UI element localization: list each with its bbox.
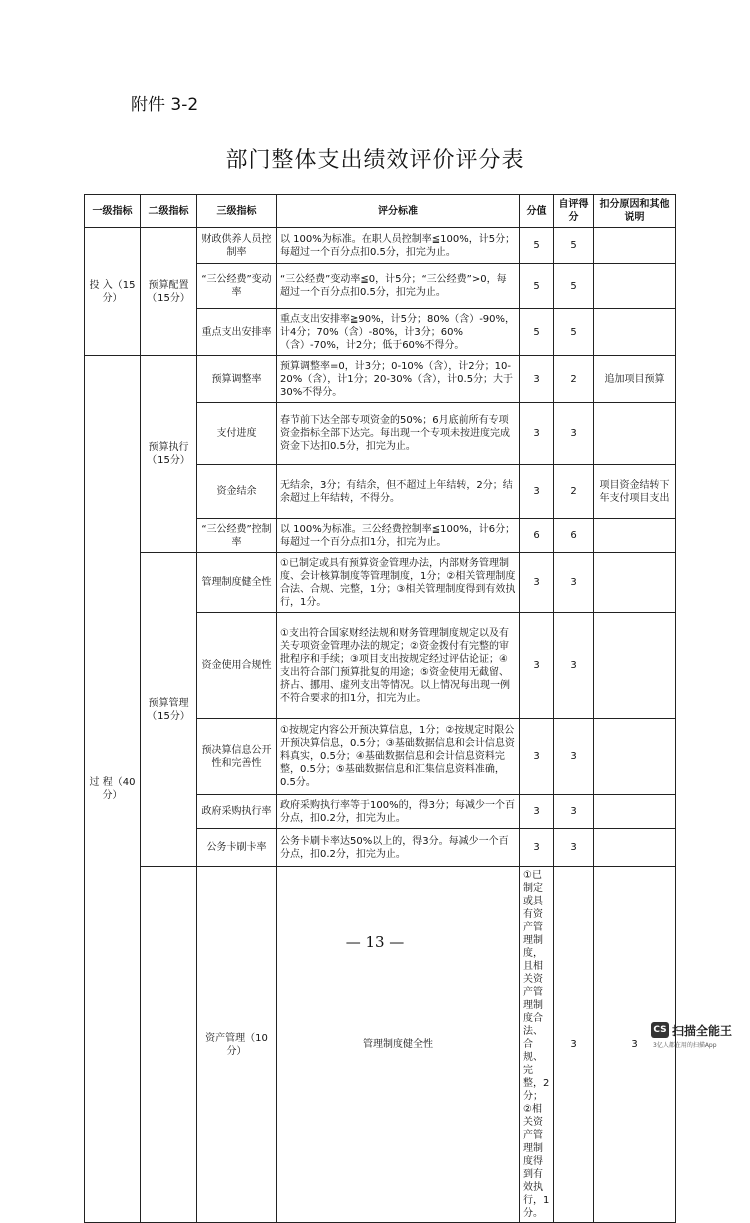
table-row [85, 867, 676, 1223]
scanner-logo-icon: CS [651, 1022, 669, 1038]
note-cell: 追加项目预算 [594, 356, 676, 403]
level2-cell: 预算配置（15分） [141, 228, 197, 356]
scanner-brand: 扫描全能王 [672, 1024, 733, 1038]
self-score-cell: 6 [554, 519, 594, 553]
level3-cell: 资金结余 [197, 465, 277, 519]
score-cell: 3 [520, 613, 554, 719]
self-score-cell: 3 [554, 829, 594, 867]
level3-cell: 政府采购执行率 [197, 795, 277, 829]
standard-cell: 重点支出安排率≧90%，计5分；80%（含）-90%，计4分；70%（含）-80%，计3分；60%（含）-70%，计2分；低于60%不得分。 [277, 309, 520, 356]
self-score-cell: 3 [594, 867, 676, 1223]
score-cell: 3 [520, 465, 554, 519]
self-score-cell: 2 [554, 356, 594, 403]
level3-cell: 资金使用合规性 [197, 613, 277, 719]
scoring-table [84, 194, 676, 1223]
standard-cell: ①支出符合国家财经法规和财务管理制度规定以及有关专项资金管理办法的规定；②资金拨付有完整的审批程序和手续；③项目支出按规定经过评估论证；④支出符合部门预算批复的用途；⑤资金使用无截留、挤占、挪用、虚列支出等情况。以上情况每出现一例不符合要求的扣1分，扣完为止。 [277, 613, 520, 719]
standard-cell: ①已制定或具有资产管理制度，且相关资产管理制度合法、合规、完整，2分；②相关资产管理制度得到有效执行，1分。 [520, 867, 554, 1223]
level1-cell-blank [141, 867, 197, 1223]
standard-cell: ①已制定或具有预算资金管理办法，内部财务管理制度、会计核算制度等管理制度，1分；②相关管理制度合法、合规、完整，1分；③相关管理制度得到有效执行，1分。 [277, 553, 520, 613]
header-cell: 扣分原因和其他说明 [594, 195, 676, 228]
score-cell: 6 [520, 519, 554, 553]
note-cell [594, 228, 676, 264]
standard-cell: “三公经费”变动率≦0，计5分；“三公经费”>0，每超过一个百分点扣0.5分，扣完为止。 [277, 264, 520, 309]
self-score-cell: 3 [554, 613, 594, 719]
header-cell: 一级指标 [85, 195, 141, 228]
self-score-cell: 2 [554, 465, 594, 519]
level3-cell: 预决算信息公开性和完善性 [197, 719, 277, 795]
table-row [85, 228, 676, 264]
standard-cell: ①按规定内容公开预决算信息，1分；②按规定时限公开预决算信息，0.5分；③基础数据信息和会计信息资料真实，0.5分；④基础数据信息和会计信息资料完整，0.5分；⑤基础数据信息和汇集信息资料准确，0.5分。 [277, 719, 520, 795]
level3-cell: 支付进度 [197, 403, 277, 465]
level1-cell: 投 入（15分） [85, 228, 141, 356]
level2-cell: 预算管理（15分） [141, 553, 197, 867]
self-score-cell: 5 [554, 309, 594, 356]
note-cell [594, 264, 676, 309]
self-score-cell: 3 [554, 795, 594, 829]
header-cell: 自评得分 [554, 195, 594, 228]
note-cell [594, 613, 676, 719]
scanner-watermark [651, 1020, 741, 1050]
note-cell [594, 309, 676, 356]
self-score-cell: 3 [554, 403, 594, 465]
note-cell [594, 553, 676, 613]
note-cell [594, 519, 676, 553]
score-cell: 3 [520, 719, 554, 795]
table-row [85, 553, 676, 613]
self-score-cell: 5 [554, 264, 594, 309]
scanner-tagline: 3亿人都在用的扫描App [653, 1042, 717, 1049]
level3-cell: 管理制度健全性 [197, 553, 277, 613]
attachment-label: 附件 3-2 [131, 95, 199, 115]
standard-cell: 预算调整率=0，计3分；0-10%（含），计2分；10-20%（含），计1分；20-30%（含），计0.5分；大于30%不得分。 [277, 356, 520, 403]
standard-cell: 以 100%为标准。三公经费控制率≦100%，计6分；每超过一个百分点扣1分，扣完为止。 [277, 519, 520, 553]
level2-cell: 资产管理（10分） [197, 867, 277, 1223]
standard-cell: 春节前下达全部专项资金的50%；6月底前所有专项资金指标全部下达完。每出现一个专项未按进度完成资金下达扣0.5分，扣完为止。 [277, 403, 520, 465]
score-cell: 3 [520, 795, 554, 829]
level3-cell: “三公经费”变动率 [197, 264, 277, 309]
score-cell: 5 [520, 228, 554, 264]
self-score-cell: 5 [554, 228, 594, 264]
score-cell: 3 [520, 403, 554, 465]
standard-cell: 公务卡刷卡率达50%以上的，得3分。每减少一个百分点，扣0.2分，扣完为止。 [277, 829, 520, 867]
header-cell: 三级指标 [197, 195, 277, 228]
note-cell: 项目资金结转下年支付项目支出 [594, 465, 676, 519]
standard-cell: 无结余，3分；有结余，但不超过上年结转，2分；结余超过上年结转，不得分。 [277, 465, 520, 519]
score-cell: 3 [520, 553, 554, 613]
header-cell: 评分标准 [277, 195, 520, 228]
level1-cell: 过 程（40分） [85, 356, 141, 1223]
note-cell [594, 829, 676, 867]
score-cell: 3 [520, 829, 554, 867]
page-number: — 13 — [345, 933, 405, 951]
level2-cell: 预算执行（15分） [141, 356, 197, 553]
page-title: 部门整体支出绩效评价评分表 [225, 148, 525, 173]
score-cell: 3 [554, 867, 594, 1223]
level3-cell: 财政供养人员控制率 [197, 228, 277, 264]
self-score-cell: 3 [554, 553, 594, 613]
level3-cell: 公务卡刷卡率 [197, 829, 277, 867]
level3-cell: “三公经费”控制率 [197, 519, 277, 553]
table-header-row [85, 195, 676, 228]
header-cell: 二级指标 [141, 195, 197, 228]
note-cell [594, 403, 676, 465]
level3-cell: 管理制度健全性 [277, 867, 520, 1223]
self-score-cell: 3 [554, 719, 594, 795]
note-cell [594, 719, 676, 795]
standard-cell: 以 100%为标准。在职人员控制率≦100%，计5分；每超过一个百分点扣0.5分，扣完为止。 [277, 228, 520, 264]
standard-cell: 政府采购执行率等于100%的，得3分；每减少一个百分点，扣0.2分，扣完为止。 [277, 795, 520, 829]
score-cell: 5 [520, 264, 554, 309]
score-cell: 3 [520, 356, 554, 403]
note-cell [594, 795, 676, 829]
level3-cell: 重点支出安排率 [197, 309, 277, 356]
score-cell: 5 [520, 309, 554, 356]
table-row [85, 356, 676, 403]
level3-cell: 预算调整率 [197, 356, 277, 403]
header-cell: 分值 [520, 195, 554, 228]
